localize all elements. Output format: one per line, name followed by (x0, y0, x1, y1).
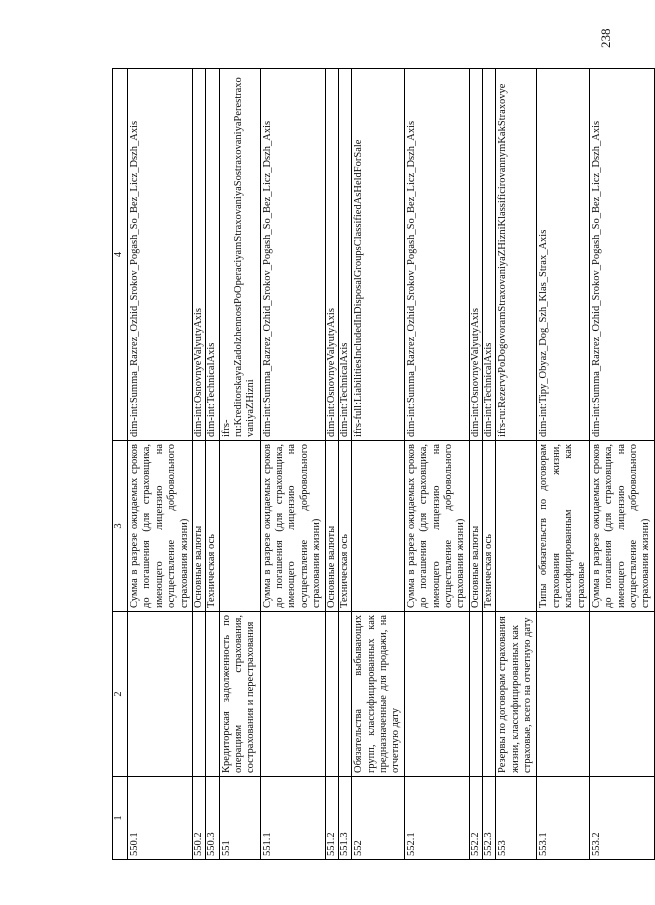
row-name (404, 612, 469, 777)
row-axis: dim-int:OsnovnyeValyutyAxis (469, 69, 482, 441)
row-axis: ifrs-ru:KreditorskayaZadolzhennostPoOperaciyamStraxovaniyaSostraxovaniyaPerestraxovaniyaZHizni (219, 69, 260, 441)
row-name: Обязательства выбывающих групп, классифицированных как предназначенные для продажи, на отчетную дату (352, 612, 405, 777)
row-code: 551 (219, 777, 260, 860)
row-code: 550.1 (128, 777, 193, 860)
row-axis: dim-int:Summa_Razrez_Ozhid_Srokov_Pogash_So_Bez_Licz_Dszh_Axis (260, 69, 325, 441)
table-row (128, 69, 193, 860)
row-description: Сумма в разрезе ожидаемых сроков до погашения (для страховщика, имеющего лицензию на осуществление добровольного страхования жизни) (260, 441, 325, 612)
row-code: 552.2 (469, 777, 482, 860)
table-row (404, 69, 469, 860)
header-col-4: 4 (113, 69, 128, 441)
row-axis: dim-int:TechnicalAxis (338, 69, 351, 441)
row-description: Техническая ось (483, 441, 496, 612)
row-code: 551.3 (338, 777, 351, 860)
row-description: Типы обязательств по договорам страхования жизни, классифицированным как страховые (537, 441, 590, 612)
header-row (113, 69, 128, 860)
header-col-2: 2 (113, 612, 128, 777)
row-description: Сумма в разрезе ожидаемых сроков до погашения (для страховщика, имеющего лицензию на осуществление добровольного страхования жизни) (404, 441, 469, 612)
row-code: 551.2 (325, 777, 338, 860)
table-row (192, 69, 205, 860)
row-code: 550.2 (192, 777, 205, 860)
rotated-table-wrapper (112, 69, 652, 860)
table-row (537, 69, 590, 860)
row-description: Техническая ось (338, 441, 351, 612)
row-name (128, 612, 193, 777)
row-axis: dim-int:Summa_Razrez_Ozhid_Srokov_Pogash_So_Bez_Licz_Dszh_Axis (404, 69, 469, 441)
row-axis: dim-int:OsnovnyeValyutyAxis (192, 69, 205, 441)
row-code: 553.2 (589, 777, 654, 860)
row-description: Сумма в разрезе ожидаемых сроков до погашения (для страховщика, имеющего лицензию на осуществление добровольного страхования жизни) (128, 441, 193, 612)
row-description: Основные валюты (192, 441, 205, 612)
row-name (469, 612, 482, 777)
row-axis: ifrs-full:LiabilitiesIncludedInDisposalGroupsClassifiedAsHeldForSale (352, 69, 405, 441)
header-col-3: 3 (113, 441, 128, 612)
table-row (219, 69, 260, 860)
table-row (469, 69, 482, 860)
data-table (112, 68, 655, 860)
row-name (589, 612, 654, 777)
row-description: Основные валюты (469, 441, 482, 612)
table-row (206, 69, 219, 860)
header-col-1: 1 (113, 777, 128, 860)
row-axis: ifrs-ru:RezervyPoDogovoramStraxovaniyaZHizniKlassificirovannymKakStraxovye (496, 69, 537, 441)
row-description: Основные валюты (325, 441, 338, 612)
row-description (352, 441, 405, 612)
row-name (338, 612, 351, 777)
row-name (192, 612, 205, 777)
row-code: 550.3 (206, 777, 219, 860)
row-description: Техническая ось (206, 441, 219, 612)
row-axis: dim-int:OsnovnyeValyutyAxis (325, 69, 338, 441)
table-row (338, 69, 351, 860)
row-code: 551.1 (260, 777, 325, 860)
row-description (496, 441, 537, 612)
row-axis: dim-int:Summa_Razrez_Ozhid_Srokov_Pogash_So_Bez_Licz_Dszh_Axis (589, 69, 654, 441)
row-name: Резервы по договорам страхования жизни, классифицированных как страховые, всего на отчетную дату (496, 612, 537, 777)
row-name (206, 612, 219, 777)
table-row (325, 69, 338, 860)
row-axis: dim-int:Tipy_Obyaz_Dog_Szh_Klas_Strax_Axis (537, 69, 590, 441)
row-code: 552.3 (483, 777, 496, 860)
row-axis: dim-int:TechnicalAxis (483, 69, 496, 441)
row-code: 553.1 (537, 777, 590, 860)
table-row (589, 69, 654, 860)
row-code: 552 (352, 777, 405, 860)
row-description: Сумма в разрезе ожидаемых сроков до погашения (для страховщика, имеющего лицензию на осуществление добровольного страхования жизни) (589, 441, 654, 612)
row-name (325, 612, 338, 777)
table-row (260, 69, 325, 860)
row-code: 552.1 (404, 777, 469, 860)
table-row (496, 69, 537, 860)
row-code: 553 (496, 777, 537, 860)
row-name (537, 612, 590, 777)
row-description (219, 441, 260, 612)
page-number: 238 (598, 28, 613, 48)
row-axis: dim-int:Summa_Razrez_Ozhid_Srokov_Pogash_So_Bez_Licz_Dszh_Axis (128, 69, 193, 441)
table-row (352, 69, 405, 860)
table-row (483, 69, 496, 860)
row-name: Кредиторская задолженность по операциям страхования, сострахования и перестрахования (219, 612, 260, 777)
row-name (483, 612, 496, 777)
row-axis: dim-int:TechnicalAxis (206, 69, 219, 441)
row-name (260, 612, 325, 777)
